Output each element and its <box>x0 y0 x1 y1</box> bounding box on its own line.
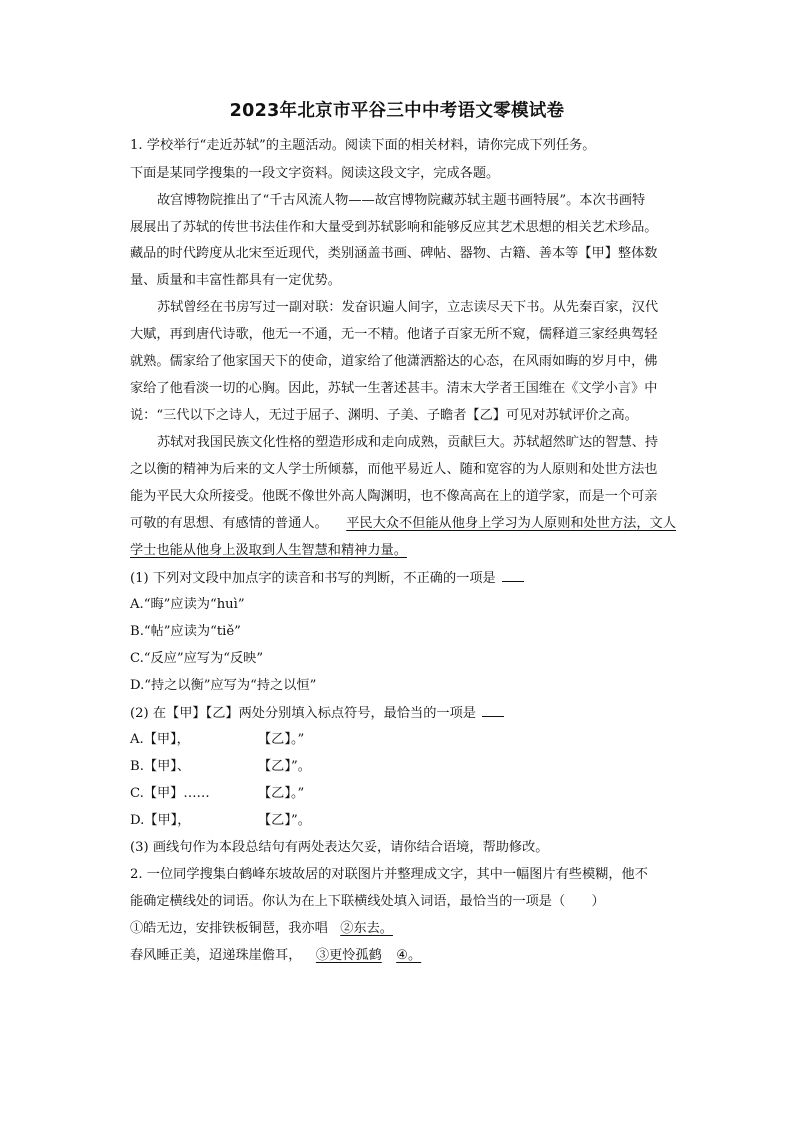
option-a: A.“晦”应读为“huì” <box>130 597 245 612</box>
page-title: 2023年北京市平谷三中中考语文零模试卷 <box>229 101 565 121</box>
question-1-prompt: 1. 学校举行“走近苏轼”的主题活动。阅读下面的相关材料，请你完成下列任务。 <box>130 138 596 153</box>
paragraph-1-line: 藏品的时代跨度从北宋至近现代，类别涵盖书画、碑帖、器物、古籍、善本等【甲】整体数 <box>130 246 658 261</box>
question-2-prompt: 2. 一位同学搜集白鹤峰东坡故居的对联图片并整理成文字，其中一幅图片有些模糊，他不 <box>130 867 648 882</box>
option-2c-left: C.【甲】…… <box>130 786 210 801</box>
subquestion-3: (3) 画线句作为本段总结句有两处表达欠妥，请你结合语境，帮助修改。 <box>130 840 549 855</box>
paragraph-1-line: 量、质量和丰富性都具有一定优势。 <box>130 273 341 288</box>
paragraph-3-line: 之以衡的精神为后来的文人学士所倾慕，而他平易近人、随和宽容的为人原则和处世方法也 <box>130 462 658 477</box>
couplet-lower-text: 春风睡正美，迢递珠崖儋耳， <box>130 948 302 963</box>
paragraph-1-line: 故宫博物院推出了“千古风流人物——故宫博物院藏苏轼主题书画特展”。本次书画特 <box>157 193 646 208</box>
option-2a-left: A.【甲】， <box>130 732 190 747</box>
paragraph-3-line: 苏轼对我国民族文化性格的塑造形成和走向成熟，贡献巨大。苏轼超然旷达的智慧、持 <box>157 435 659 450</box>
question-2-prompt-continued: 能确定横线处的词语。你认为在上下联横线处填入词语，最恰当的一项是（ ） <box>130 894 605 909</box>
option-2c-right: 【乙】。” <box>258 786 305 801</box>
answer-blank[interactable] <box>502 569 524 582</box>
subquestion-2 <box>130 704 504 722</box>
paragraph-3-line: 能为平民大众所接受。他既不像世外高人陶渊明，也不像高高在上的道学家，而是一个可亲 <box>130 489 658 504</box>
material-intro: 下面是某同学搜集的一段文字资料。阅读这段文字，完成各题。 <box>130 166 500 181</box>
answer-blank[interactable] <box>482 704 504 717</box>
paragraph-2-line: 就熟。儒家给了他家国天下的使命，道家给了他潇洒豁达的心态，在风雨如晦的岁月中，佛 <box>130 354 658 369</box>
option-b: B.“帖”应读为“tiě” <box>130 624 241 639</box>
paragraph-2-line: 苏轼曾经在书房写过一副对联：发奋识遍人间字，立志读尽天下书。从先秦百家，汉代 <box>157 300 659 315</box>
subquestion-2-text: (2) 在【甲】【乙】两处分别填入标点符号，最恰当的一项是 <box>130 706 476 721</box>
underlined-sentence: 平民大众不但能从他身上学习为人原则和处世方法，文人 <box>346 516 676 531</box>
couplet-lower <box>130 947 421 965</box>
paragraph-2-line: 大赋，再到唐代诗歌，他无一不通，无一不精。他诸子百家无所不窥，儒释道三家经典驾轻 <box>130 327 658 342</box>
paragraph-2-line: 家给了他看淡一切的心胸。因此，苏轼一生著述甚丰。清末大学者王国维在《文学小言》中 <box>130 381 658 396</box>
option-2b-left: B.【甲】、 <box>130 759 191 774</box>
option-2a-right: 【乙】。” <box>258 732 305 747</box>
option-d: D.“持之以衡”应写为“持之以恒” <box>130 678 317 693</box>
paragraph-3-line <box>130 515 676 533</box>
option-c: C.“反应”应写为“反映” <box>130 651 264 666</box>
couplet-blank-2: ②东去。 <box>340 921 393 936</box>
subquestion-1-text: (1) 下列对文段中加点字的读音和书写的判断，不正确的一项是 <box>130 571 496 586</box>
couplet-blank-3: ③更怜孤鹤 <box>315 948 382 963</box>
option-2d-right: 【乙】”。 <box>258 813 311 828</box>
subquestion-1 <box>130 569 524 587</box>
couplet-upper <box>130 920 393 938</box>
paragraph-2-line: 说：“三代以下之诗人，无过于屈子、渊明、子美、子瞻者【乙】可见对苏轼评价之高。 <box>130 408 638 423</box>
option-2d-left: D.【甲】， <box>130 813 191 828</box>
couplet-upper-text: ①皓无边，安排铁板铜琶，我亦唱 <box>130 921 328 936</box>
paragraph-1-line: 展展出了苏轼的传世书法佳作和大量受到苏轼影响和能够反应其艺术思想的相关艺术珍品。 <box>130 220 658 235</box>
underlined-sentence-continued: 学士也能从他身上汲取到人生智慧和精神力量。 <box>130 543 407 558</box>
option-2b-right: 【乙】”。 <box>258 759 311 774</box>
couplet-blank-4: ④。 <box>396 948 422 963</box>
paragraph-3-text: 可敬的有思想、有感情的普通人。 <box>130 516 328 531</box>
